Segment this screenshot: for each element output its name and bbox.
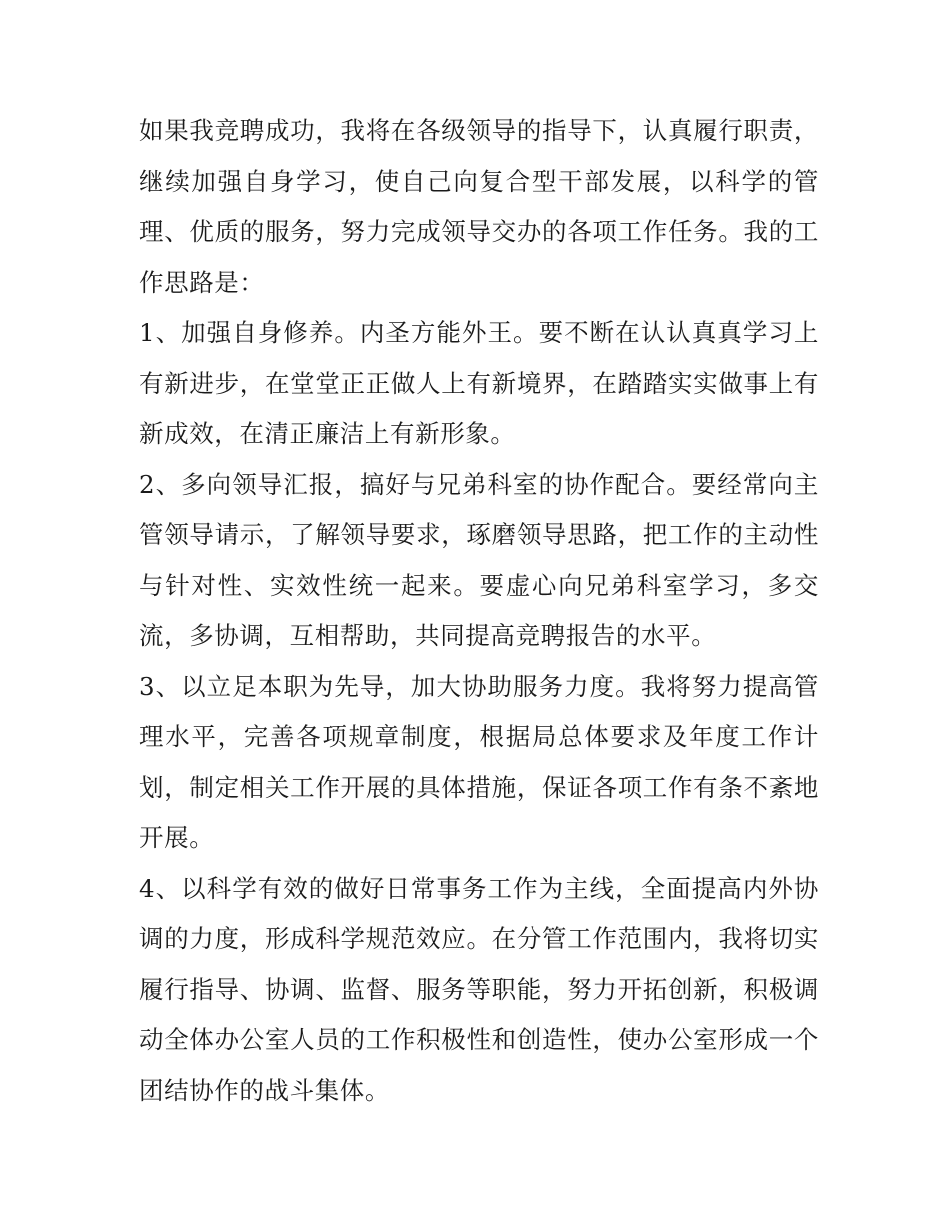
paragraph-item-1: 1、加强自身修养。内圣方能外王。要不断在认认真真学习上有新进步，在堂堂正正做人上有新境界，在踏踏实实做事上有新成效，在清正廉洁上有新形象。 bbox=[139, 318, 819, 448]
paragraph-item-2: 2、多向领导汇报，搞好与兄弟科室的协作配合。要经常向主管领导请示，了解领导要求，琢磨领导思路，把工作的主动性与针对性、实效性统一起来。要虚心向兄弟科室学习，多交流，多协调，互相帮助，共同提高竞聘报告的水平。 bbox=[139, 469, 819, 650]
paragraph-intro: 如果我竞聘成功，我将在各级领导的指导下，认真履行职责，继续加强自身学习，使自己向复合型干部发展，以科学的管理、优质的服务，努力完成领导交办的各项工作任务。我的工作思路是： bbox=[139, 116, 819, 297]
document-body bbox=[139, 106, 819, 1116]
paragraph-item-3: 3、以立足本职为先导，加大协助服务力度。我将努力提高管理水平，完善各项规章制度，根据局总体要求及年度工作计划，制定相关工作开展的具体措施，保证各项工作有条不紊地开展。 bbox=[139, 671, 819, 852]
paragraph-item-4: 4、以科学有效的做好日常事务工作为主线，全面提高内外协调的力度，形成科学规范效应。在分管工作范围内，我将切实履行指导、协调、监督、服务等职能，努力开拓创新，积极调动全体办公室人员的工作积极性和创造性，使办公室形成一个团结协作的战斗集体。 bbox=[139, 873, 819, 1105]
